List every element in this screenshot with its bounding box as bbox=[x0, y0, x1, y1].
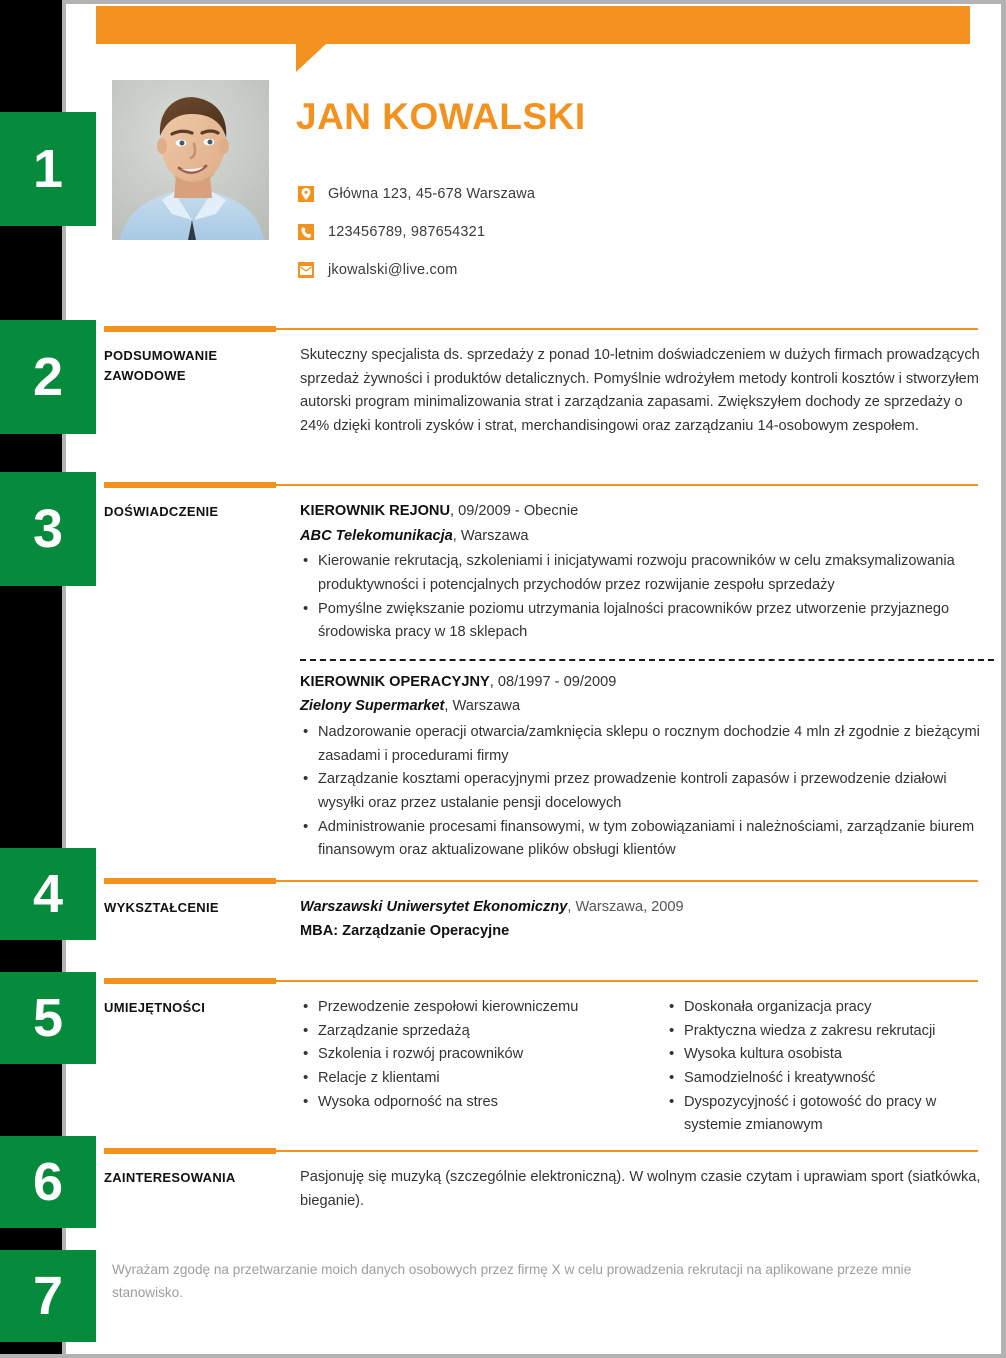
step-number: 5 bbox=[32, 988, 64, 1048]
section-divider bbox=[104, 878, 978, 884]
contact-list bbox=[298, 175, 898, 289]
cv-header bbox=[96, 70, 976, 310]
step-marker-1 bbox=[0, 112, 96, 226]
job-bullet: • Kierowanie rekrutacją, szkoleniami i inicjatywami rozwoju pracowników w celu zmaksymalizowania produktywności i potencjalnych przychodów przez rozwijanie zespołu sprzedaży bbox=[300, 550, 994, 597]
job-bullet-list bbox=[300, 721, 994, 863]
summary-text: Skuteczny specjalista ds. sprzedaży z ponad 10-letnim doświadczeniem w dużych firmach prowadzących sprzedaż żywności i produktów detalicznych. Pomyślnie wdrożyłem metody kontroli kosztów i stworzyłem autorski program minimalizowania strat i zarządzania zapasami. Zwiększyłem dochody ze sprzedaży o 24% dzięki kontroli zysków i strat, merchandisingowi oraz zarządzaniu 14-osobowym zespołem. bbox=[300, 347, 980, 434]
contact-row-address bbox=[298, 175, 898, 213]
page-title: JAN KOWALSKI bbox=[296, 96, 586, 137]
section-label-summary: PODSUMOWANIE ZAWODOWE bbox=[104, 348, 218, 384]
education-school-line bbox=[300, 896, 994, 920]
step-number: 3 bbox=[32, 499, 64, 559]
skill-item: • Relacje z klientami bbox=[300, 1067, 628, 1091]
job-company: ABC Telekomunikacja bbox=[300, 527, 453, 544]
top-orange-banner bbox=[96, 6, 970, 44]
skill-item: • Szkolenia i rozwój pracowników bbox=[300, 1043, 628, 1067]
consent-text: Wyrażam zgodę na przetwarzanie moich danych osobowych przez firmę X w celu prowadzenia rekrutacji na aplikowane przeze mnie stanowisko. bbox=[112, 1262, 912, 1301]
contact-row-email bbox=[298, 251, 898, 289]
education-entry bbox=[300, 896, 994, 943]
step-number: 4 bbox=[32, 864, 64, 924]
divider-thick bbox=[104, 878, 276, 884]
skill-item: • Praktyczna wiedza z zakresu rekrutacji bbox=[666, 1020, 994, 1044]
envelope-icon bbox=[298, 262, 314, 278]
skill-item: • Dyspozycyjność i gotowość do pracy w systemie zmianowym bbox=[666, 1091, 994, 1138]
skill-item: • Zarządzanie sprzedażą bbox=[300, 1020, 628, 1044]
step-number: 2 bbox=[32, 347, 64, 407]
step-marker-7 bbox=[0, 1250, 96, 1342]
section-divider bbox=[104, 482, 978, 488]
section-interests bbox=[104, 1148, 994, 1213]
job-dates: , 09/2009 - Obecnie bbox=[450, 503, 579, 519]
education-degree-rest: : Zarządzanie Operacyjne bbox=[333, 922, 510, 939]
skills-content bbox=[300, 996, 994, 1138]
job-location: , Warszawa bbox=[452, 527, 529, 544]
section-label-interests: ZAINTERESOWANIA bbox=[104, 1170, 236, 1185]
job-title-line bbox=[300, 500, 994, 524]
step-marker-3 bbox=[0, 472, 96, 586]
section-experience bbox=[104, 482, 994, 863]
skills-column-left bbox=[300, 996, 628, 1138]
interests-text: Pasjonuję się muzyką (szczególnie elektroniczną). W wolnym czasie czytam i uprawiam sport (siatkówka, bieganie). bbox=[300, 1169, 981, 1209]
skill-item: • Wysoka odporność na stres bbox=[300, 1091, 628, 1115]
skill-item: • Wysoka kultura osobista bbox=[666, 1043, 994, 1067]
page-border-right bbox=[1001, 0, 1006, 1358]
location-pin-icon bbox=[298, 186, 314, 202]
experience-entry bbox=[300, 671, 994, 863]
experience-dashed-separator bbox=[300, 659, 994, 661]
job-org-line bbox=[300, 695, 994, 719]
profile-photo bbox=[112, 80, 269, 240]
job-dates: , 08/1997 - 09/2009 bbox=[489, 673, 617, 690]
job-bullet: • Pomyślne zwiększanie poziomu utrzymania lojalności pracowników przez utworzenie przyjaznego środowiska pracy w 18 sklepach bbox=[300, 598, 994, 645]
section-divider bbox=[104, 326, 978, 332]
contact-row-phone bbox=[298, 213, 898, 251]
section-label-experience: DOŚWIADCZENIE bbox=[104, 504, 219, 519]
job-bullet-list bbox=[300, 550, 994, 645]
job-bullet: • Zarządzanie kosztami operacyjnymi przez prowadzenie kontroli zapasów i przewodzenie działowi wysyłki oraz przez ustalanie pensji docelowych bbox=[300, 768, 994, 815]
section-education bbox=[104, 878, 994, 943]
step-number: 7 bbox=[32, 1266, 64, 1326]
section-divider bbox=[104, 1148, 978, 1154]
education-school: Warszawski Uniwersytet Ekonomiczny bbox=[300, 899, 568, 915]
phone-icon bbox=[298, 224, 314, 240]
divider-thick bbox=[104, 1148, 276, 1154]
section-label-education: WYKSZTAŁCENIE bbox=[104, 900, 219, 915]
job-bullet: • Nadzorowanie operacji otwarcia/zamknięcia sklepu o rocznym dochodzie 4 mln zł zgodnie z bieżącymi zasadami i procedurami firmy bbox=[300, 721, 994, 768]
section-skills bbox=[104, 978, 994, 1138]
step-marker-4 bbox=[0, 848, 96, 940]
main-content bbox=[96, 0, 1001, 1358]
education-degree-line bbox=[300, 920, 994, 944]
job-bullet: • Administrowanie procesami finansowymi, w tym zobowiązaniami i należnościami, zarządzanie biurem finansowym oraz aktualizowane plików obsługi klientów bbox=[300, 816, 994, 863]
divider-thick bbox=[104, 482, 276, 488]
step-marker-2 bbox=[0, 320, 96, 434]
step-marker-5 bbox=[0, 972, 96, 1064]
skill-item: • Doskonała organizacja pracy bbox=[666, 996, 994, 1020]
contact-phone-text: 123456789, 987654321 bbox=[328, 224, 486, 240]
skill-item: • Przewodzenie zespołowi kierowniczemu bbox=[300, 996, 628, 1020]
section-summary bbox=[104, 326, 994, 439]
job-position: KIEROWNIK OPERACYJNY bbox=[300, 673, 490, 690]
job-title-line bbox=[300, 671, 994, 695]
job-company: Zielony Supermarket bbox=[300, 698, 445, 715]
experience-entry bbox=[300, 500, 994, 645]
skill-item: • Samodzielność i kreatywność bbox=[666, 1067, 994, 1091]
step-marker-6 bbox=[0, 1136, 96, 1228]
experience-entries bbox=[300, 500, 994, 863]
step-number: 1 bbox=[32, 139, 64, 199]
divider-thick bbox=[104, 978, 276, 984]
step-number: 6 bbox=[32, 1152, 64, 1212]
education-school-meta: , Warszawa, 2009 bbox=[567, 899, 684, 915]
divider-thick bbox=[104, 326, 276, 332]
job-org-line bbox=[300, 525, 994, 549]
education-degree-lead: MBA bbox=[300, 922, 334, 939]
job-location: , Warszawa bbox=[444, 698, 521, 715]
contact-email-text: jkowalski@live.com bbox=[328, 262, 458, 278]
skills-column-right bbox=[666, 996, 994, 1138]
section-divider bbox=[104, 978, 978, 984]
job-position: KIEROWNIK REJONU bbox=[300, 503, 450, 519]
section-label-skills: UMIEJĘTNOŚCI bbox=[104, 1000, 206, 1015]
contact-address-text: Główna 123, 45-678 Warszawa bbox=[328, 186, 536, 202]
